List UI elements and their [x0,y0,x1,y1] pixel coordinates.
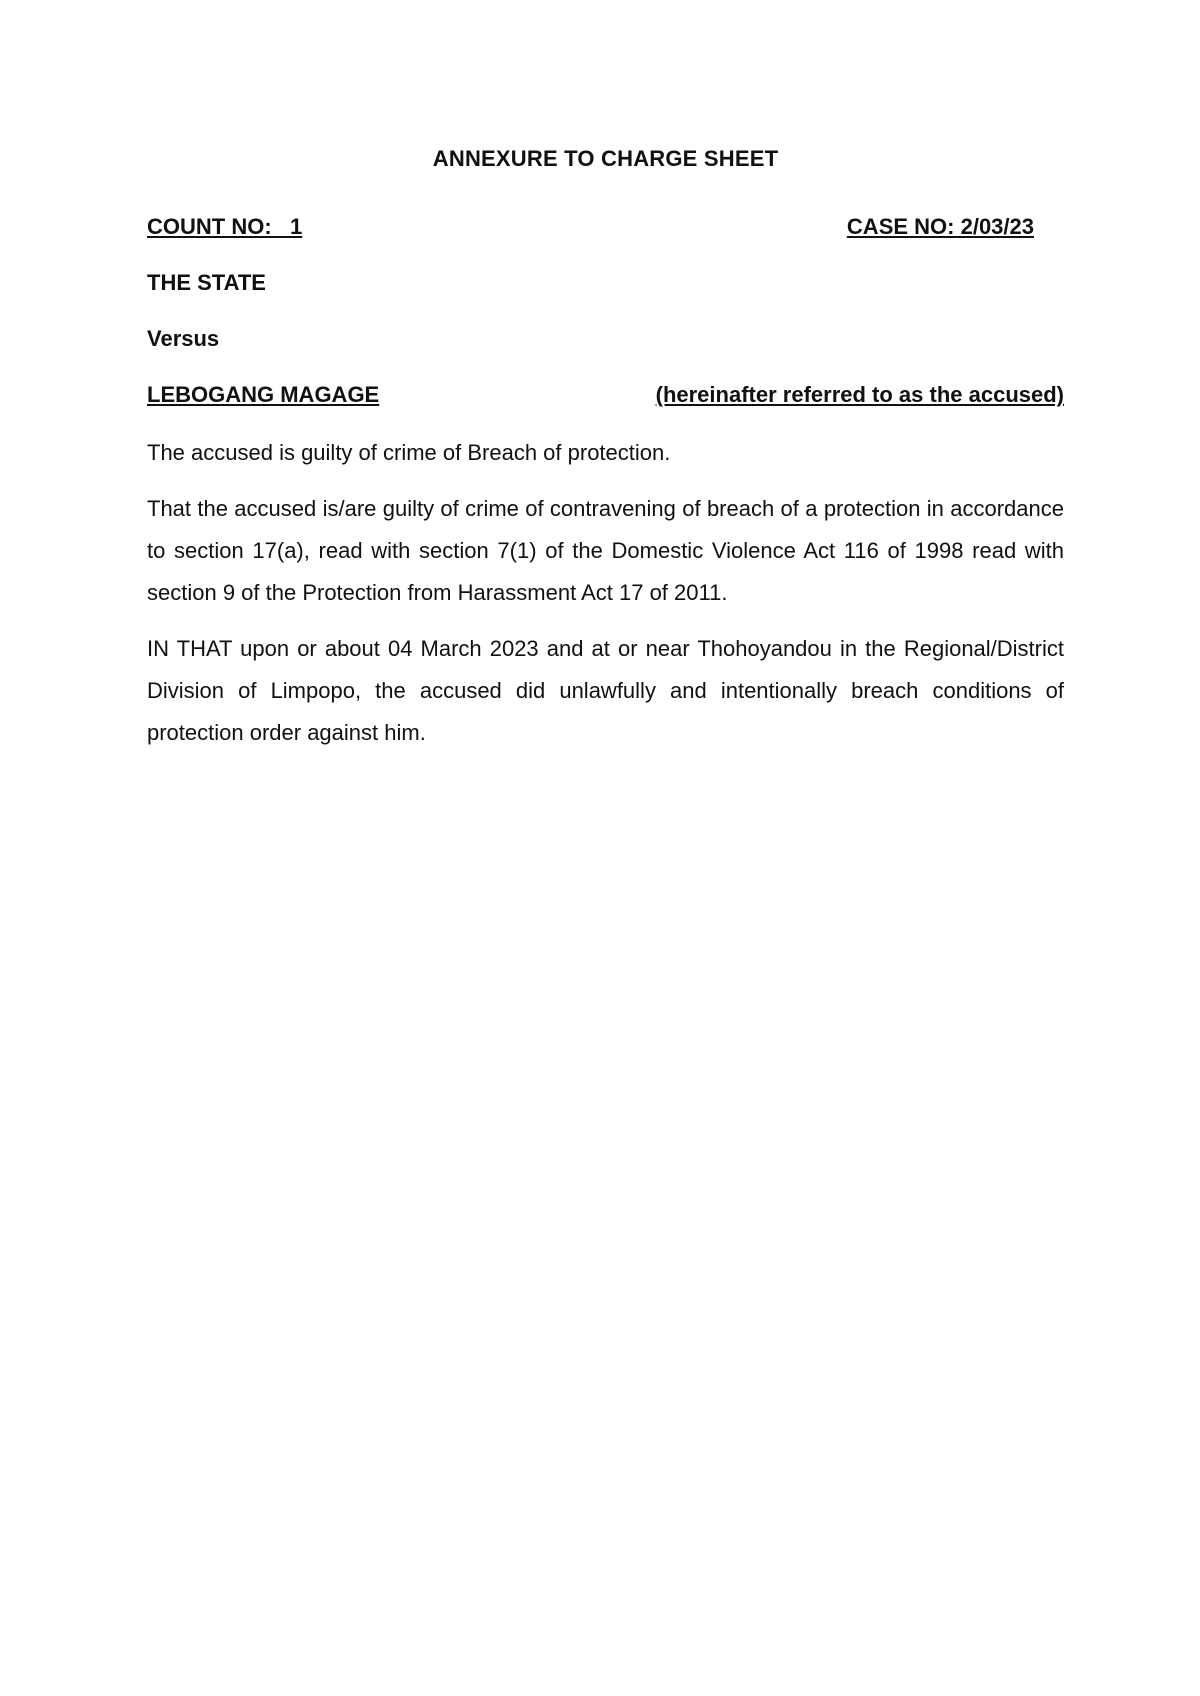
paragraph-in-that: IN THAT upon or about 04 March 2023 and at or near Thohoyandou in the Regional/District Division of Limpopo, the accused did unlawfully and intentionally breach conditions of protection order against him. [147,636,1064,745]
document-body [147,140,1064,768]
document-title: ANNEXURE TO CHARGE SHEET [432,146,779,171]
case-number: CASE NO: 2/03/23 [846,214,1034,239]
state-heading: THE STATE [147,270,266,295]
count-case-row [147,208,1064,246]
accused-name: LEBOGANG MAGAGE [147,382,380,407]
versus-label: Versus [147,326,220,351]
count-number: COUNT NO: 1 [147,214,303,239]
accused-row [147,376,1064,414]
accused-note: (hereinafter referred to as the accused) [655,382,1064,407]
paragraph-guilty: The accused is guilty of crime of Breach of protection. [147,440,671,465]
paragraph-contravening: That the accused is/are guilty of crime of contravening of breach of a protection in accordance to section 17(a), read with section 7(1) of the Domestic Violence Act 116 of 1998 read with section 9 of the Protection from Harassment Act 17 of 2011. [147,496,1064,605]
